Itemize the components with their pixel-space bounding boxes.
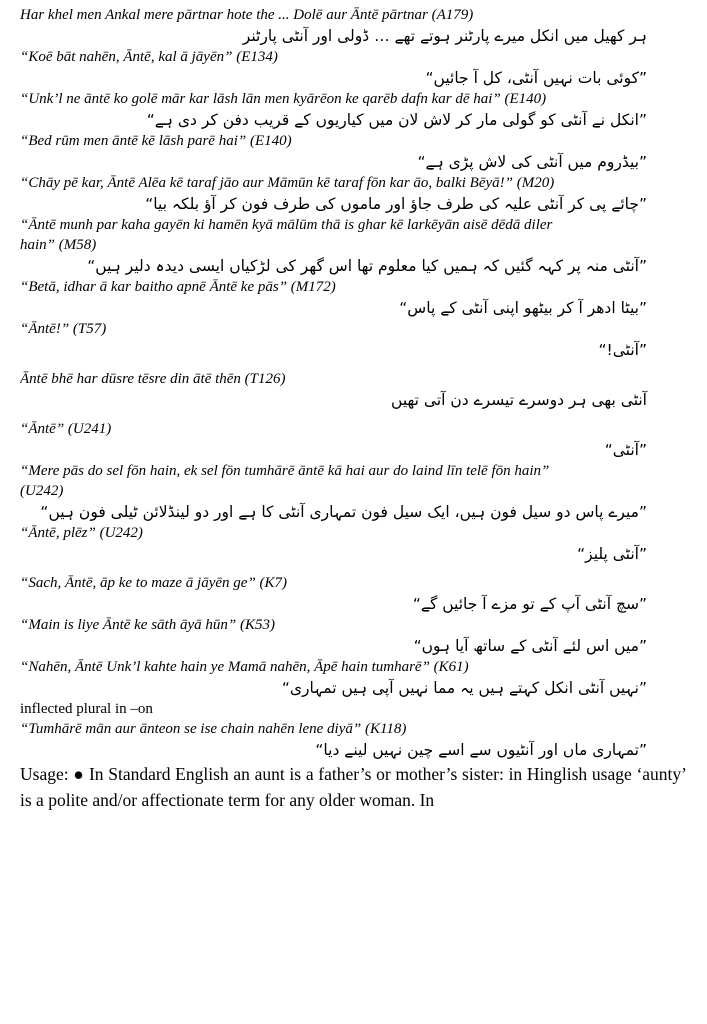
transliteration: “Sach, Āntē, āp ke to maze ā jāyēn ge” (K7) xyxy=(20,575,288,591)
entry xyxy=(20,47,687,89)
transliteration: “Main is liye Āntē ke sāth āyā hūn” (K53) xyxy=(20,617,275,633)
entry xyxy=(20,523,687,565)
urdu-text: ”میرے پاس دو سیل فون ہیں، ایک سیل فون تمہاری آنٹی کا ہے اور دو لینڈلائن ٹیلی فون ہیں“ xyxy=(40,503,647,521)
example-list xyxy=(20,5,687,699)
urdu-text: ہر کھیل میں انکل میرے پارٹنر ہوتے تھے … ڈولی اور آنٹی پارٹنر xyxy=(242,27,647,45)
urdu-text: ”آنٹی پلیز“ xyxy=(577,545,647,563)
entry xyxy=(20,419,687,461)
transliteration: “Āntē!” (T57) xyxy=(20,321,107,337)
entry xyxy=(20,173,687,215)
transliteration: Āntē bhē har dūsre tēsre din ātē thēn (T126) xyxy=(20,371,286,387)
transliteration: “Chāy pē kar, Āntē Alēa kē taraf jāo aur Māmūn kē taraf fōn kar āo, balki Bēyā!” (M20) xyxy=(20,175,555,191)
urdu-text: ”آنٹی!“ xyxy=(598,341,647,359)
urdu-text: ”آنٹی“ xyxy=(604,441,647,459)
entry xyxy=(20,319,687,361)
transliteration: “Mere pās do sel fōn hain, ek sel fōn tumhārē āntē kā hai aur do laind līn telē fōn hain” xyxy=(20,463,550,479)
urdu-text: ”بیڈروم میں آنٹی کی لاش پڑی ہے“ xyxy=(417,153,647,171)
transliteration: “Tumhārē mān aur ānteon se ise chain nahēn lene diyā” (K118) xyxy=(20,721,407,737)
entry xyxy=(20,89,687,131)
entry xyxy=(20,719,687,761)
urdu-text: ”آنٹی منہ پر کہہ گئیں کہ ہمیں کیا معلوم تھا اس گھر کی لڑکیاں ایسی دیدہ دلیر ہیں“ xyxy=(87,257,647,275)
transliteration: “Unk’l ne āntē ko golē mār kar lāsh lān men kyārēon ke qarēb dafn kar dē hai” (E140) xyxy=(20,91,547,107)
urdu-text: آنٹی بھی ہر دوسرے تیسرے دن آتی تھیں xyxy=(391,391,647,409)
entry xyxy=(20,215,687,277)
urdu-text: ”بیٹا ادھر آ کر بیٹھو اپنی آنٹی کے پاس“ xyxy=(399,299,647,317)
urdu-text: ”سچ آنٹی آپ کے تو مزے آ جائیں گے“ xyxy=(412,595,647,613)
entry xyxy=(20,131,687,173)
transliteration-cont: (U242) xyxy=(20,483,64,499)
entry xyxy=(20,369,687,411)
transliteration-cont: hain” (M58) xyxy=(20,237,97,253)
urdu-text: ”تمہاری ماں اور آنٹیوں سے اسے چین نہیں لینے دیا“ xyxy=(315,741,647,759)
transliteration: “Āntē” (U241) xyxy=(20,421,112,437)
entry xyxy=(20,5,687,47)
inflected-plural-note: inflected plural in –on xyxy=(20,701,153,717)
entry xyxy=(20,615,687,657)
transliteration: “Āntē, plēz” (U242) xyxy=(20,525,143,541)
urdu-text: ”نہیں آنٹی انکل کہتے ہیں یہ مما نہیں آپی ہیں تمہاری“ xyxy=(281,679,647,697)
transliteration: “Betā, idhar ā kar baitho apnē Āntē ke pās” (M172) xyxy=(20,279,336,295)
transliteration: “Nahēn, Āntē Unk’l kahte hain ye Mamā nahēn, Āpē hain tumharē” (K61) xyxy=(20,659,469,675)
urdu-text: ”میں اس لئے آنٹی کے ساتھ آیا ہوں“ xyxy=(413,637,647,655)
transliteration: “Āntē munh par kaha gayēn ki hamēn kyā mālūm thā is ghar kē larkēyān aisē dēdā diler xyxy=(20,217,553,233)
transliteration: Har khel men Ankal mere pārtnar hote the ... Dolē aur Āntē pārtnar (A179) xyxy=(20,7,474,23)
entry xyxy=(20,573,687,615)
urdu-text: ”انکل نے آنٹی کو گولی مار کر لاش لان میں کیاریوں کے قریب دفن کر دی ہے“ xyxy=(146,111,647,129)
entry xyxy=(20,461,687,523)
transliteration: “Koē bāt nahēn, Āntē, kal ā jāyēn” (E134) xyxy=(20,49,278,65)
transliteration: “Bed rūm men āntē kē lāsh parē hai” (E140) xyxy=(20,133,292,149)
entry xyxy=(20,277,687,319)
usage-paragraph: Usage: ● In Standard English an aunt is a father’s or mother’s sister: in Hinglish usage ‘aunty’ is a polite and/or affectionate term for any older woman. In xyxy=(20,764,687,810)
urdu-text: ”چائے پی کر آنٹی علیہ کی طرف جاؤ اور ماموں کی طرف فون کر آؤ بلکہ بیا“ xyxy=(145,195,647,213)
urdu-text: ”کوئی بات نہیں آنٹی، کل آ جائیں“ xyxy=(425,69,647,87)
entry xyxy=(20,657,687,699)
